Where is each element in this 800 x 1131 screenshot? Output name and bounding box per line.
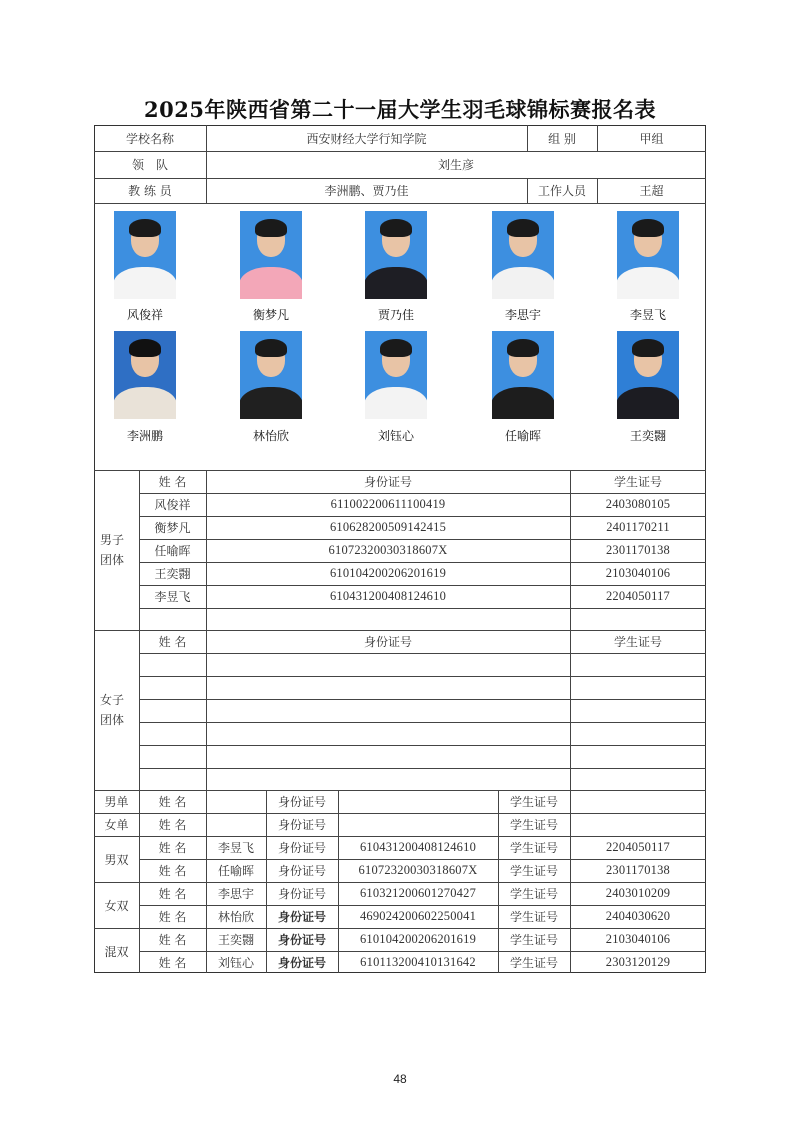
- mens-player-id: 610104200206201619: [329, 566, 447, 580]
- doubles-player-student-id: 2303120129: [605, 955, 671, 969]
- mens-player-id: 610431200408124610: [329, 589, 447, 603]
- group-value: 甲组: [639, 131, 664, 146]
- doubles-id-label: 身份证号: [277, 933, 326, 947]
- photo-hair: [255, 219, 287, 237]
- photo-torso: [240, 267, 302, 299]
- doubles-player-student-id: 2403010209: [605, 886, 671, 900]
- doubles-id-label: 身份证号: [277, 841, 326, 855]
- divider: [139, 745, 706, 746]
- doubles-id-label: 身份证号: [277, 864, 326, 878]
- player-photo: [240, 331, 302, 419]
- photo-hair: [507, 339, 539, 357]
- doubles-player-id: 610104200206201619: [359, 932, 477, 946]
- player-photo: [114, 331, 176, 419]
- singles-id-label: 身份证号: [277, 795, 326, 809]
- doubles-event-label: 男双: [104, 852, 129, 867]
- doubles-student-label: 学生证号: [509, 956, 558, 970]
- player-photo: [365, 211, 427, 299]
- photo-torso: [492, 387, 554, 419]
- mens-col-name: 姓 名: [158, 475, 187, 489]
- doubles-name-label: 姓 名: [158, 864, 187, 878]
- divider: [139, 768, 706, 769]
- player-photo-name: 李洲鹏: [126, 429, 163, 443]
- mens-player-name: 王奕翾: [154, 567, 191, 581]
- doubles-player-name: 林怡欣: [217, 910, 254, 924]
- photo-torso: [365, 387, 427, 419]
- mens-player-id: 611002200611100419: [330, 497, 446, 511]
- doubles-name-label: 姓 名: [158, 887, 187, 901]
- staff-label: 工作人员: [537, 184, 586, 198]
- doubles-player-name: 王奕翾: [217, 933, 254, 947]
- player-photo-name: 任喻晖: [504, 429, 541, 443]
- mens-player-student-id: 2103040106: [605, 566, 671, 580]
- doubles-player-name: 李思宇: [217, 887, 254, 901]
- doubles-name-label: 姓 名: [158, 933, 187, 947]
- staff-value: 王超: [639, 184, 664, 198]
- doubles-player-id: 469024200602250041: [359, 909, 477, 923]
- player-photo: [492, 331, 554, 419]
- doubles-player-student-id: 2204050117: [605, 840, 671, 854]
- doubles-player-id: 610431200408124610: [359, 840, 477, 854]
- doubles-id-label: 身份证号: [277, 887, 326, 901]
- doubles-id-label: 身份证号: [277, 910, 326, 924]
- mens-player-name: 李昱飞: [154, 590, 191, 604]
- divider: [139, 608, 706, 609]
- mens-team-label: 男子团体: [100, 533, 125, 567]
- doubles-name-label: 姓 名: [158, 910, 187, 924]
- mens-player-name: 风俊祥: [154, 498, 191, 512]
- school-value: 西安财经大学行知学院: [306, 131, 427, 146]
- divider: [139, 653, 706, 654]
- photo-torso: [240, 387, 302, 419]
- singles-event-label: 男单: [104, 795, 129, 809]
- player-photo-name: 林怡欣: [252, 429, 289, 443]
- player-photo: [492, 211, 554, 299]
- singles-name-label: 姓 名: [158, 795, 187, 809]
- doubles-player-name: 李昱飞: [217, 841, 254, 855]
- doubles-name-label: 姓 名: [158, 841, 187, 855]
- mens-player-student-id: 2401170211: [606, 520, 670, 534]
- photo-hair: [632, 219, 664, 237]
- player-photo: [114, 211, 176, 299]
- player-photo-name: 刘钰心: [377, 429, 414, 443]
- singles-student-label: 学生证号: [509, 818, 558, 832]
- doubles-id-label: 身份证号: [277, 956, 326, 970]
- divider: [139, 722, 706, 723]
- mens-player-id: 610628200509142415: [329, 520, 447, 534]
- doubles-player-id: 610321200601270427: [359, 886, 477, 900]
- mens-player-id: 61072320030318607X: [328, 543, 448, 557]
- player-photo: [617, 211, 679, 299]
- divider: [139, 676, 706, 677]
- mens-player-name: 衡梦凡: [154, 521, 191, 535]
- player-photo-name: 李昱飞: [629, 308, 666, 322]
- womens-col-student: 学生证号: [613, 635, 662, 649]
- doubles-player-student-id: 2103040106: [605, 932, 671, 946]
- page-number: 48: [393, 1072, 407, 1086]
- photo-torso: [492, 267, 554, 299]
- photo-hair: [129, 219, 161, 237]
- doubles-name-label: 姓 名: [158, 956, 187, 970]
- school-label: 学校名称: [125, 131, 174, 146]
- photo-hair: [255, 339, 287, 357]
- mens-player-student-id: 2204050117: [605, 589, 671, 603]
- doubles-student-label: 学生证号: [509, 887, 558, 901]
- photo-torso: [365, 267, 427, 299]
- coach-value: 李洲鹏、贾乃佳: [324, 184, 409, 198]
- player-photo: [240, 211, 302, 299]
- mens-player-student-id: 2301170138: [605, 543, 671, 557]
- player-photo-name: 王奕翾: [629, 429, 666, 443]
- doubles-student-label: 学生证号: [509, 933, 558, 947]
- photo-hair: [507, 219, 539, 237]
- singles-id-label: 身份证号: [277, 818, 326, 832]
- doubles-student-label: 学生证号: [509, 841, 558, 855]
- photo-torso: [114, 267, 176, 299]
- leader-label: 领 队: [131, 158, 168, 172]
- doubles-player-name: 任喻晖: [217, 864, 254, 878]
- mens-player-name: 任喻晖: [154, 544, 191, 558]
- player-photo-name: 贾乃佳: [377, 308, 414, 322]
- photo-hair: [632, 339, 664, 357]
- doubles-student-label: 学生证号: [509, 910, 558, 924]
- photo-torso: [617, 387, 679, 419]
- doubles-player-name: 刘钰心: [217, 956, 254, 970]
- singles-student-label: 学生证号: [509, 795, 558, 809]
- doubles-player-student-id: 2301170138: [605, 863, 671, 877]
- mens-col-student: 学生证号: [613, 475, 662, 489]
- player-photo-name: 风俊祥: [126, 308, 163, 322]
- womens-col-name: 姓 名: [158, 635, 187, 649]
- womens-team-label: 女子团体: [100, 693, 125, 727]
- coach-label: 教 练 员: [128, 184, 172, 198]
- divider: [94, 203, 706, 204]
- player-photo: [365, 331, 427, 419]
- player-photo: [617, 331, 679, 419]
- doubles-player-id: 610113200410131642: [360, 955, 476, 969]
- photo-hair: [129, 339, 161, 357]
- document-title: 2025年陕西省第二十一届大学生羽毛球锦标赛报名表: [144, 97, 656, 122]
- doubles-player-id: 61072320030318607X: [358, 863, 478, 877]
- player-photo-name: 衡梦凡: [252, 308, 289, 322]
- divider: [139, 699, 706, 700]
- womens-col-id: 身份证号: [363, 635, 412, 649]
- singles-event-label: 女单: [104, 818, 129, 832]
- doubles-event-label: 混双: [104, 944, 129, 959]
- doubles-player-student-id: 2404030620: [605, 909, 671, 923]
- leader-value: 刘生彦: [437, 158, 474, 172]
- mens-player-student-id: 2403080105: [605, 497, 671, 511]
- photo-hair: [380, 339, 412, 357]
- singles-name-label: 姓 名: [158, 818, 187, 832]
- group-label: 组 别: [548, 131, 576, 146]
- doubles-student-label: 学生证号: [509, 864, 558, 878]
- photo-torso: [114, 387, 176, 419]
- doubles-event-label: 女双: [104, 898, 129, 913]
- player-photo-name: 李思宇: [504, 308, 541, 322]
- photo-torso: [617, 267, 679, 299]
- mens-col-id: 身份证号: [363, 475, 412, 489]
- photo-hair: [380, 219, 412, 237]
